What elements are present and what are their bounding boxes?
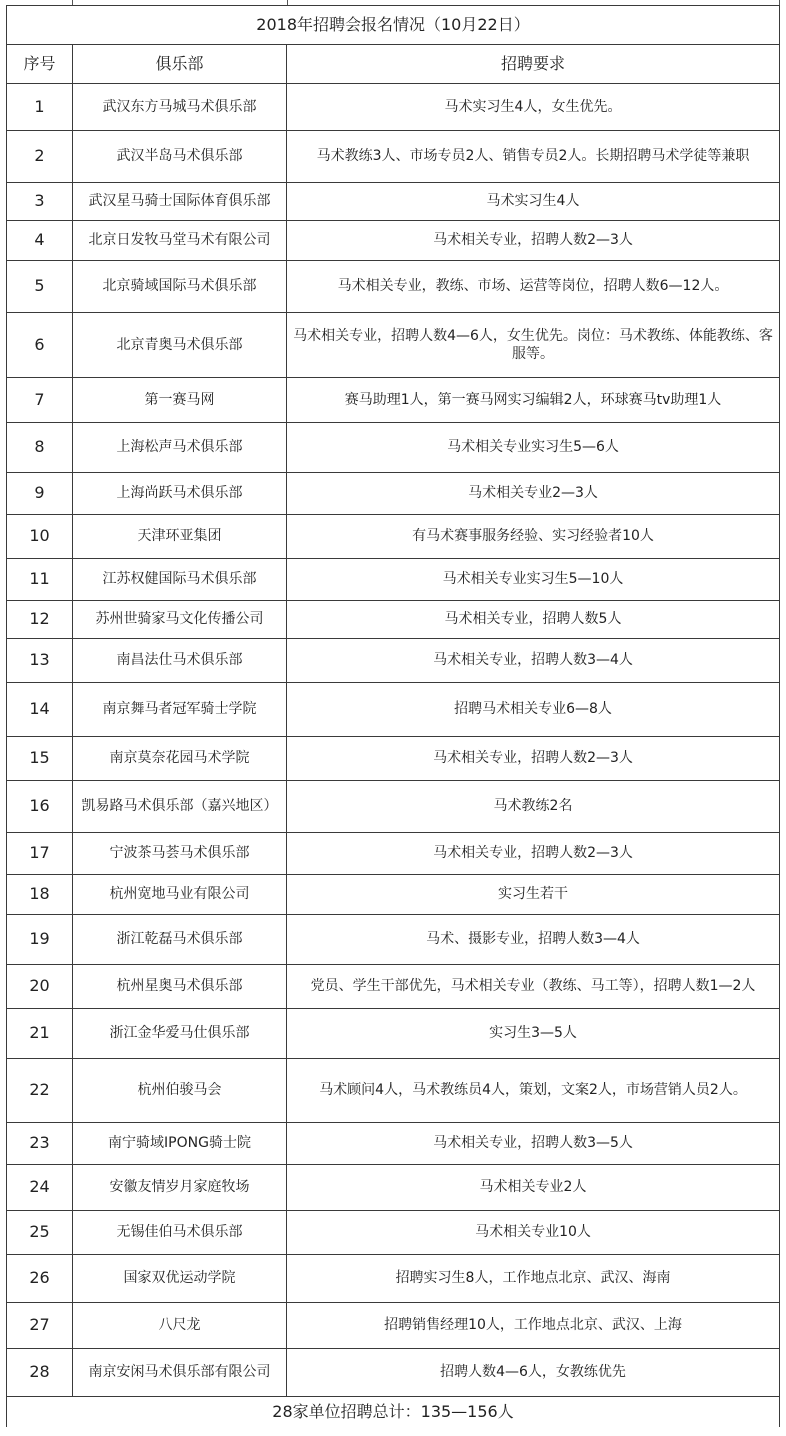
row-number: 3: [7, 183, 73, 221]
table-row: [7, 1059, 780, 1123]
table-row: [7, 1123, 780, 1165]
requirements: 马术相关专业，招聘人数5人: [287, 601, 780, 639]
row-number: 17: [7, 833, 73, 875]
table-row: [7, 473, 780, 515]
row-number: 21: [7, 1009, 73, 1059]
requirements: 马术相关专业，招聘人数3—5人: [287, 1123, 780, 1165]
club-name: 浙江乾磊马术俱乐部: [73, 915, 287, 965]
row-number: 12: [7, 601, 73, 639]
club-name: 苏州世骑家马文化传播公司: [73, 601, 287, 639]
requirements: 马术相关专业，教练、市场、运营等岗位，招聘人数6—12人。: [287, 261, 780, 313]
row-number: 7: [7, 378, 73, 423]
row-number: 18: [7, 875, 73, 915]
requirements: 马术相关专业实习生5—6人: [287, 423, 780, 473]
table-row: [7, 965, 780, 1009]
club-name: 杭州星奥马术俱乐部: [73, 965, 287, 1009]
requirements: 马术、摄影专业，招聘人数3—4人: [287, 915, 780, 965]
club-name: 上海松声马术俱乐部: [73, 423, 287, 473]
club-name: 浙江金华爱马仕俱乐部: [73, 1009, 287, 1059]
table-row: [7, 1349, 780, 1397]
requirements: 招聘马术相关专业6—8人: [287, 683, 780, 737]
table-row: [7, 261, 780, 313]
club-name: 宁波茶马荟马术俱乐部: [73, 833, 287, 875]
table-row: [7, 737, 780, 781]
club-name: 杭州宽地马业有限公司: [73, 875, 287, 915]
row-number: 16: [7, 781, 73, 833]
requirements: 马术相关专业，招聘人数2—3人: [287, 833, 780, 875]
table-row: [7, 1165, 780, 1211]
header-requirements: 招聘要求: [287, 45, 780, 84]
requirements: 赛马助理1人，第一赛马网实习编辑2人，环球赛马tv助理1人: [287, 378, 780, 423]
table-row: [7, 515, 780, 559]
row-number: 23: [7, 1123, 73, 1165]
club-name: 第一赛马网: [73, 378, 287, 423]
row-number: 15: [7, 737, 73, 781]
table-row: [7, 833, 780, 875]
club-name: 南京舞马者冠军骑士学院: [73, 683, 287, 737]
row-number: 8: [7, 423, 73, 473]
requirements: 马术教练3人、市场专员2人、销售专员2人。长期招聘马术学徒等兼职: [287, 131, 780, 183]
club-name: 上海尚跃马术俱乐部: [73, 473, 287, 515]
row-number: 9: [7, 473, 73, 515]
club-name: 江苏权健国际马术俱乐部: [73, 559, 287, 601]
club-name: 凯易路马术俱乐部（嘉兴地区）: [73, 781, 287, 833]
requirements: 招聘人数4—6人，女教练优先: [287, 1349, 780, 1397]
table-row: [7, 183, 780, 221]
club-name: 北京青奥马术俱乐部: [73, 313, 287, 378]
table-row: [7, 423, 780, 473]
requirements: 马术相关专业2人: [287, 1165, 780, 1211]
club-name: 南昌法仕马术俱乐部: [73, 639, 287, 683]
requirements: 马术相关专业2—3人: [287, 473, 780, 515]
requirements: 实习生3—5人: [287, 1009, 780, 1059]
requirements: 马术教练2名: [287, 781, 780, 833]
row-number: 25: [7, 1211, 73, 1255]
requirements: 马术相关专业，招聘人数3—4人: [287, 639, 780, 683]
club-name: 国家双优运动学院: [73, 1255, 287, 1303]
row-number: 26: [7, 1255, 73, 1303]
club-name: 南宁骑域IPONG骑士院: [73, 1123, 287, 1165]
requirements: 马术相关专业，招聘人数2—3人: [287, 737, 780, 781]
requirements: 马术实习生4人，女生优先。: [287, 84, 780, 131]
requirements: 马术顾问4人，马术教练员4人，策划，文案2人，市场营销人员2人。: [287, 1059, 780, 1123]
club-name: 无锡佳伯马术俱乐部: [73, 1211, 287, 1255]
row-number: 27: [7, 1303, 73, 1349]
row-number: 13: [7, 639, 73, 683]
table-row: [7, 84, 780, 131]
total-summary: 28家单位招聘总计：135—156人: [7, 1397, 780, 1428]
club-name: 武汉东方马城马术俱乐部: [73, 84, 287, 131]
row-number: 6: [7, 313, 73, 378]
requirements: 实习生若干: [287, 875, 780, 915]
row-number: 14: [7, 683, 73, 737]
row-number: 11: [7, 559, 73, 601]
club-name: 北京日发牧马堂马术有限公司: [73, 221, 287, 261]
row-number: 19: [7, 915, 73, 965]
club-name: 天津环亚集团: [73, 515, 287, 559]
club-name: 杭州伯骏马会: [73, 1059, 287, 1123]
header-club: 俱乐部: [73, 45, 287, 84]
row-number: 1: [7, 84, 73, 131]
row-number: 5: [7, 261, 73, 313]
table-row: [7, 915, 780, 965]
requirements: 马术相关专业10人: [287, 1211, 780, 1255]
table-row: [7, 1211, 780, 1255]
requirements: 马术实习生4人: [287, 183, 780, 221]
table-row: [7, 781, 780, 833]
row-number: 10: [7, 515, 73, 559]
club-name: 武汉星马骑士国际体育俱乐部: [73, 183, 287, 221]
table-row: [7, 875, 780, 915]
club-name: 武汉半岛马术俱乐部: [73, 131, 287, 183]
club-name: 八尺龙: [73, 1303, 287, 1349]
table-title: 2018年招聘会报名情况（10月22日）: [7, 6, 780, 45]
requirements: 招聘实习生8人，工作地点北京、武汉、海南: [287, 1255, 780, 1303]
table-row: [7, 313, 780, 378]
table-row: [7, 1303, 780, 1349]
table-row: [7, 131, 780, 183]
requirements: 马术相关专业，招聘人数4—6人，女生优先。岗位：马术教练、体能教练、客服等。: [287, 313, 780, 378]
table-row: [7, 559, 780, 601]
row-number: 28: [7, 1349, 73, 1397]
table-row: [7, 639, 780, 683]
requirements: 党员、学生干部优先，马术相关专业（教练、马工等），招聘人数1—2人: [287, 965, 780, 1009]
club-name: 南京莫奈花园马术学院: [73, 737, 287, 781]
table-row: [7, 1255, 780, 1303]
requirements: 招聘销售经理10人，工作地点北京、武汉、上海: [287, 1303, 780, 1349]
row-number: 4: [7, 221, 73, 261]
club-name: 北京骑域国际马术俱乐部: [73, 261, 287, 313]
requirements: 有马术赛事服务经验、实习经验者10人: [287, 515, 780, 559]
club-name: 南京安闲马术俱乐部有限公司: [73, 1349, 287, 1397]
requirements: 马术相关专业，招聘人数2—3人: [287, 221, 780, 261]
table-row: [7, 221, 780, 261]
row-number: 22: [7, 1059, 73, 1123]
row-number: 24: [7, 1165, 73, 1211]
header-number: 序号: [7, 45, 73, 84]
table-row: [7, 601, 780, 639]
recruitment-table: [6, 5, 780, 1427]
table-row: [7, 378, 780, 423]
row-number: 2: [7, 131, 73, 183]
table-row: [7, 1009, 780, 1059]
table-row: [7, 683, 780, 737]
row-number: 20: [7, 965, 73, 1009]
club-name: 安徽友情岁月家庭牧场: [73, 1165, 287, 1211]
requirements: 马术相关专业实习生5—10人: [287, 559, 780, 601]
